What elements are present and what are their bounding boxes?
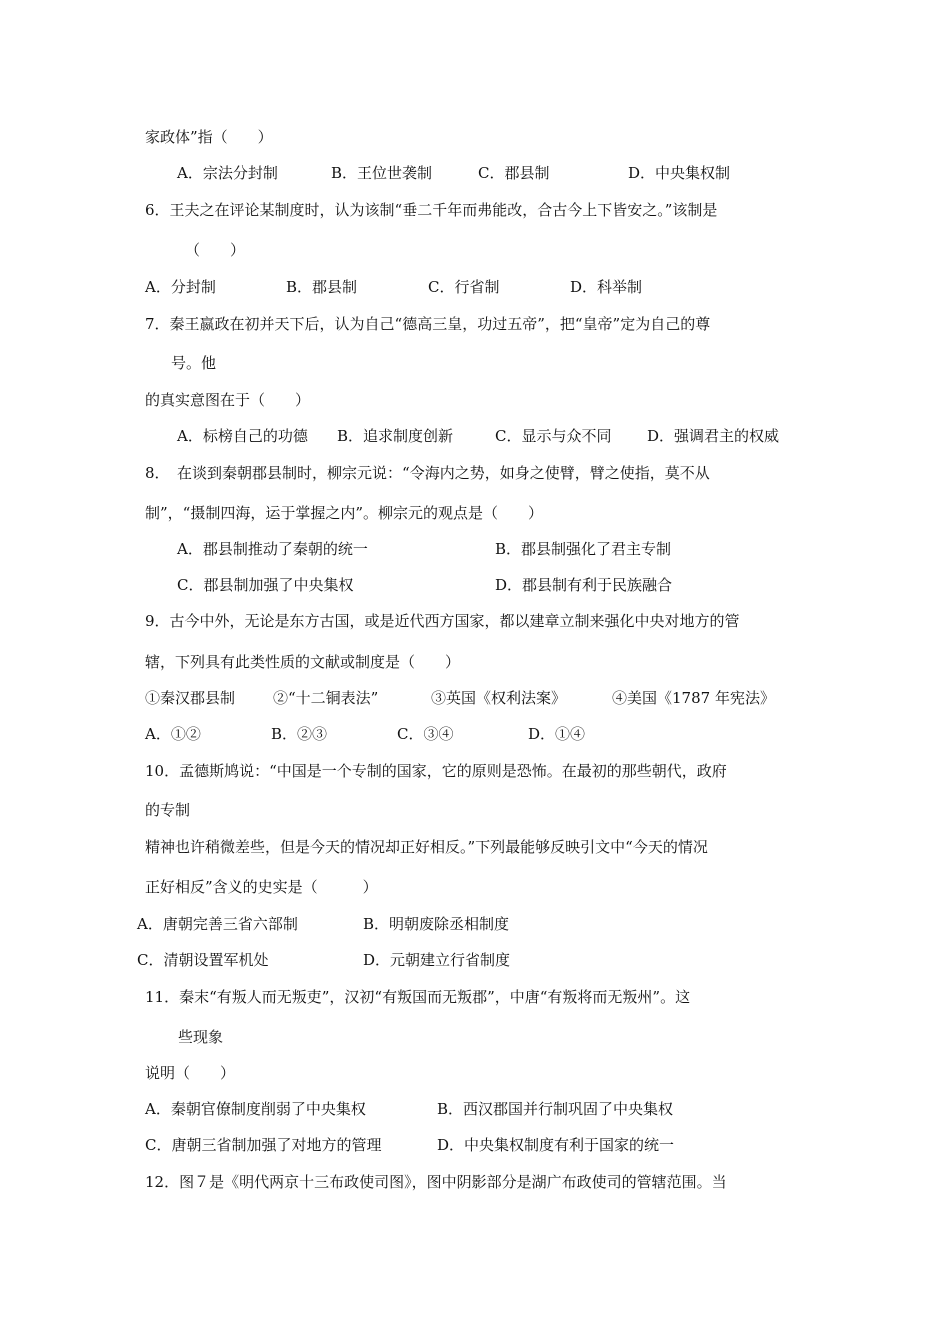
- question-11-option-b: B．西汉郡国并行制巩固了中央集权: [437, 1100, 674, 1118]
- question-5-option-c: C．郡县制: [478, 164, 550, 182]
- question-7-option-a: A．标榜自己的功德: [177, 427, 308, 445]
- question-10-options-row1: [137, 914, 797, 934]
- question-9-options: [145, 724, 805, 744]
- question-6-option-d: D．科举制: [570, 278, 643, 296]
- question-7-option-c: C．显示与众不同: [495, 427, 612, 445]
- question-9-option-c: C．③④: [397, 725, 454, 743]
- question-7-options: [177, 426, 817, 446]
- question-11-stem: 11．秦末“有叛人而无叛吏”，汉初“有叛国而无叛郡”，中唐“有叛将而无叛州”。这: [145, 988, 691, 1006]
- question-6-stem: 6．王夫之在评论某制度时，认为该制“垂二千年而弗能改，合古今上下皆安之。”该制是: [145, 201, 718, 219]
- question-10-option-d: D．元朝建立行省制度: [363, 951, 511, 969]
- question-5-option-a: A．宗法分封制: [177, 164, 278, 182]
- question-7-stem: 7．秦王嬴政在初并天下后，认为自己“德高三皇，功过五帝”，把“皇帝”定为自己的尊: [145, 315, 711, 333]
- question-6-stem-bracket: （ ）: [185, 241, 246, 259]
- question-10-option-b: B．明朝废除丞相制度: [363, 915, 510, 933]
- question-11-stem-line2: 些现象: [178, 1028, 224, 1046]
- question-9-item-3: ③英国《权利法案》: [431, 689, 567, 707]
- question-10-options-row2: [137, 950, 797, 970]
- question-10-stem: 10．孟德斯鸠说：“中国是一个专制的国家，它的原则是恐怖。在最初的那些朝代，政府: [145, 762, 727, 780]
- question-9-item-1: ①秦汉郡县制: [145, 689, 236, 707]
- question-9-items: [145, 688, 805, 708]
- question-8-options-row2: [177, 575, 817, 595]
- question-6-option-c: C．行省制: [428, 278, 500, 296]
- question-10-option-c: C．清朝设置军机处: [137, 951, 269, 969]
- question-11-option-d: D．中央集权制度有利于国家的统一: [437, 1136, 675, 1154]
- question-5-option-d: D．中央集权制: [628, 164, 731, 182]
- question-10-stem-line3: 精神也许稍微差些，但是今天的情况却正好相反。”下列最能够反映引文中“今天的情况: [145, 838, 708, 856]
- question-9-item-2: ②“十二铜表法”: [273, 689, 379, 707]
- question-7-option-b: B．追求制度创新: [337, 427, 454, 445]
- question-8-stem-line2: 制”，“摄制四海，运于掌握之内”。柳宗元的观点是（ ）: [145, 504, 544, 522]
- question-8-options-row1: [177, 539, 817, 559]
- question-8-option-b: B．郡县制强化了君主专制: [495, 540, 672, 558]
- question-6-options: [145, 277, 805, 297]
- question-11-option-a: A．秦朝官僚制度削弱了中央集权: [145, 1100, 366, 1118]
- question-9-option-b: B．②③: [271, 725, 328, 743]
- question-8-option-c: C．郡县制加强了中央集权: [177, 576, 354, 594]
- question-11-stem-line3: 说明（ ）: [145, 1064, 236, 1082]
- question-7-stem-line3: 的真实意图在于（ ）: [145, 391, 311, 409]
- question-11-options-row2: [145, 1135, 805, 1155]
- question-11-options-row1: [145, 1099, 805, 1119]
- question-10-option-a: A．唐朝完善三省六部制: [137, 915, 298, 933]
- question-7-stem-line2: 号。他: [171, 354, 217, 372]
- question-9-stem-line2: 辖，下列具有此类性质的文献或制度是（ ）: [145, 653, 461, 671]
- question-6-option-b: B．郡县制: [286, 278, 358, 296]
- question-8-option-a: A．郡县制推动了秦朝的统一: [177, 540, 368, 558]
- question-9-option-d: D．①④: [528, 725, 586, 743]
- question-9-stem: 9．古今中外，无论是东方古国，或是近代西方国家，都以建章立制来强化中央对地方的管: [145, 612, 740, 630]
- question-11-option-c: C．唐朝三省制加强了对地方的管理: [145, 1136, 382, 1154]
- question-12-stem: 12．图７是《明代两京十三布政使司图》，图中阴影部分是湖广布政使司的管辖范围。当: [145, 1173, 727, 1191]
- question-9-option-a: A．①②: [145, 725, 201, 743]
- question-10-stem-line2: 的专制: [145, 801, 191, 819]
- question-10-stem-line4: 正好相反”含义的史实是（ ）: [145, 878, 378, 896]
- question-8-stem: 8． 在谈到秦朝郡县制时，柳宗元说：“令海内之势，如身之使臂，臂之使指，莫不从: [145, 464, 710, 482]
- question-5-stem-tail: 家政体”指（ ）: [145, 128, 273, 146]
- question-5-options: [177, 163, 817, 183]
- question-8-option-d: D．郡县制有利于民族融合: [495, 576, 673, 594]
- question-9-item-4: ④美国《1787 年宪法》: [612, 689, 775, 707]
- question-6-option-a: A．分封制: [145, 278, 216, 296]
- question-7-option-d: D．强调君主的权威: [647, 427, 780, 445]
- question-5-option-b: B．王位世袭制: [331, 164, 433, 182]
